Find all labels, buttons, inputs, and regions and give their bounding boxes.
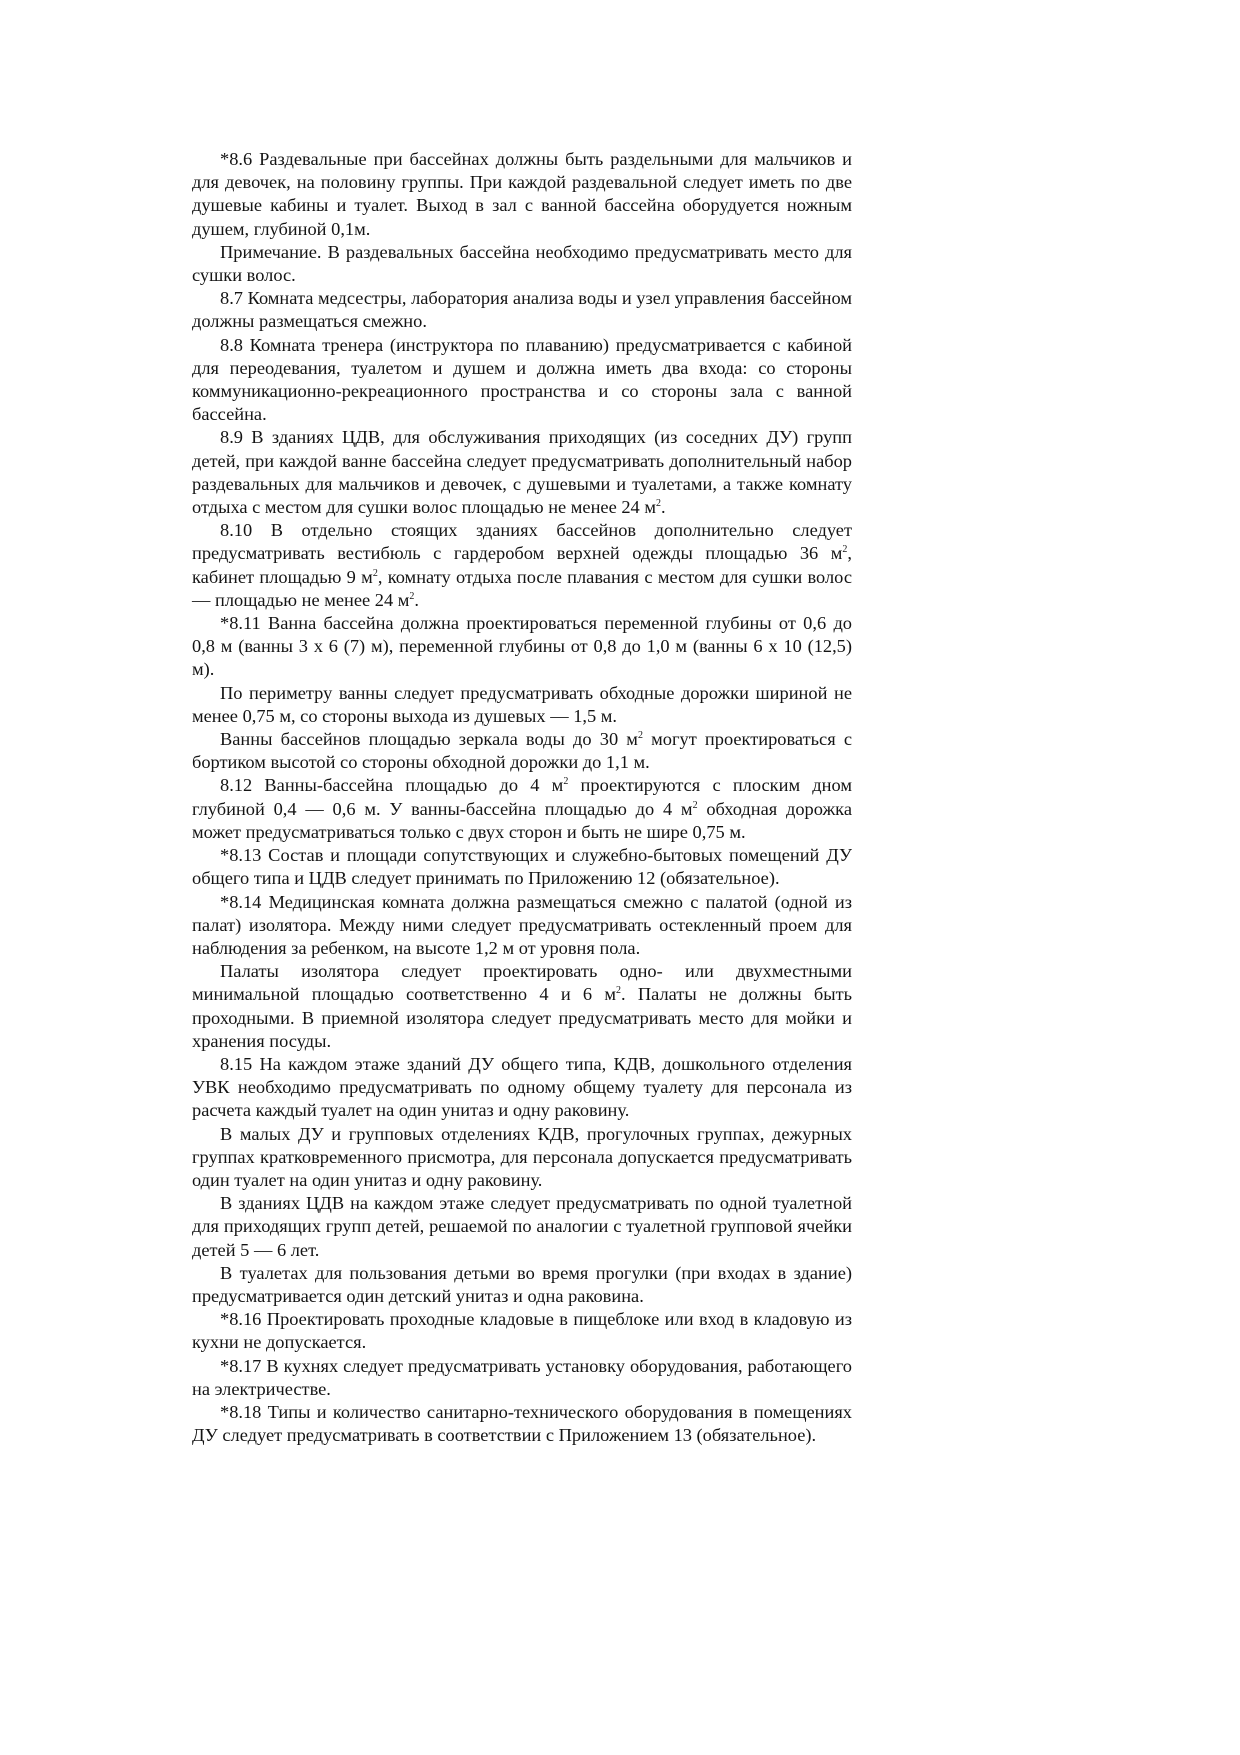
- paragraph-8-18: *8.18 Типы и количество санитарно-технического оборудования в помещениях ДУ следует предусматривать в соответствии с Приложением 13 (обязательное).: [192, 1401, 852, 1446]
- paragraph-8-11-perimeter: По периметру ванны следует предусматривать обходные дорожки шириной не менее 0,75 м, со стороны выхода из душевых — 1,5 м.: [192, 682, 852, 726]
- paragraph-8-15-small: В малых ДУ и групповых отделениях КДВ, прогулочных группах, дежурных группах кратковременного присмотра, для персонала допускается предусматривать один туалет на один унитаз и одну раковину.: [192, 1123, 852, 1190]
- paragraph-8-11-rim: Ванны бассейнов площадью зеркала воды до 30 $м^2$ могут проектироваться с бортиком высотой со стороны обходной дорожки до 1,1 м.: [192, 729, 852, 773]
- paragraph-8-6-note: Примечание. В раздевальных бассейна необходимо предусматривать место для сушки волос.: [192, 241, 852, 286]
- superscript-2: 2: [692, 799, 698, 811]
- paragraph-8-14-wards: Палаты изолятора следует проектировать одно- или двухместными минимальной площадью соответственно 4 и 6 $м^2$. Палаты не должны быть проходными. В приемной изолятора следует предусматривать место для мойки и хранения посуды.: [192, 961, 852, 1051]
- paragraph-8-15: 8.15 На каждом этаже зданий ДУ общего типа, КДВ, дошкольного отделения УВК необходимо предусматривать по одному общему туалету для персонала из расчета каждый туалет на один унитаз и одну раковину.: [192, 1053, 852, 1121]
- paragraph-8-15-cdv: В зданиях ЦДВ на каждом этаже следует предусматривать по одной туалетной для приходящих групп детей, решаемой по аналогии с туалетной групповой ячейки детей 5 — 6 лет.: [192, 1193, 852, 1260]
- paragraph-8-9: 8.9 В зданиях ЦДВ, для обслуживания приходящих (из соседних ДУ) групп детей, при каждой ванне бассейна следует предусматривать дополнительный набор раздевальных для мальчиков и девочек, с душевыми и туалетами, а также комнату отдыха с местом для сушки волос площадью не менее 24 $м^2$.: [192, 427, 852, 518]
- superscript-2: 2: [842, 544, 848, 556]
- paragraph-8-16: *8.16 Проектировать проходные кладовые в пищеблоке или вход в кладовую из кухни не допускается.: [192, 1309, 852, 1353]
- superscript-2: 2: [372, 567, 378, 579]
- paragraph-8-13: *8.13 Состав и площади сопутствующих и служебно-бытовых помещений ДУ общего типа и ЦДВ следует принимать по Приложению 12 (обязательное).: [192, 845, 852, 889]
- paragraph-8-12: 8.12 Ванны-бассейна площадью до 4 $м^2$ проектируются с плоским дном глубиной 0,4 — 0,6 м. У ванны-бассейна площадью до 4 $м^2$ обходная дорожка может предусматриваться только с двух сторон и быть не шире 0,75 м.: [192, 775, 852, 842]
- paragraph-8-10: 8.10 В отдельно стоящих зданиях бассейнов дополнительно следует предусматривать вестибюль с гардеробом верхней одежды площадью 36 $м^2$, кабинет площадью 9 $м^2$, комнату отдыха после плавания с местом для сушки волос — площадью не менее 24 $м^2$.: [192, 520, 852, 610]
- superscript-2: 2: [409, 590, 415, 602]
- superscript-2: 2: [656, 498, 661, 510]
- superscript-2: 2: [616, 985, 621, 997]
- document-page: [192, 148, 852, 1447]
- paragraph-8-6: *8.6 Раздевальные при бассейнах должны быть раздельными для мальчиков и для девочек, на половину группы. При каждой раздевальной следует иметь по две душевые кабины и туалет. Выход в зал с ванной бассейна оборудуется ножным душем, глубиной 0,1м.: [192, 149, 852, 239]
- superscript-2: 2: [637, 730, 643, 742]
- paragraph-8-17: *8.17 В кухнях следует предусматривать установку оборудования, работающего на электричестве.: [192, 1355, 852, 1399]
- paragraph-8-7: 8.7 Комната медсестры, лаборатория анализа воды и узел управления бассейном должны размещаться смежно.: [192, 288, 852, 332]
- paragraph-8-15-walk: В туалетах для пользования детьми во время прогулки (при входах в здание) предусматривается один детский унитаз и одна раковина.: [192, 1262, 852, 1306]
- paragraph-8-11: *8.11 Ванна бассейна должна проектироваться переменной глубины от 0,6 до 0,8 м (ванны 3 х 6 (7) м), переменной глубины от 0,8 до 1,0 м (ванны 6 х 10 (12,5) м).: [192, 613, 852, 680]
- paragraph-8-8: 8.8 Комната тренера (инструктора по плаванию) предусматривается с кабиной для переодевания, туалетом и душем и должна иметь два входа: со стороны коммуникационно-рекреационного пространства и со стороны зала с ванной бассейна.: [192, 334, 852, 425]
- superscript-2: 2: [563, 776, 569, 788]
- paragraph-8-14: *8.14 Медицинская комната должна размещаться смежно с палатой (одной из палат) изолятора. Между ними следует предусматривать остекленный проем для наблюдения за ребенком, на высоте 1,2 м от уровня пола.: [192, 891, 852, 958]
